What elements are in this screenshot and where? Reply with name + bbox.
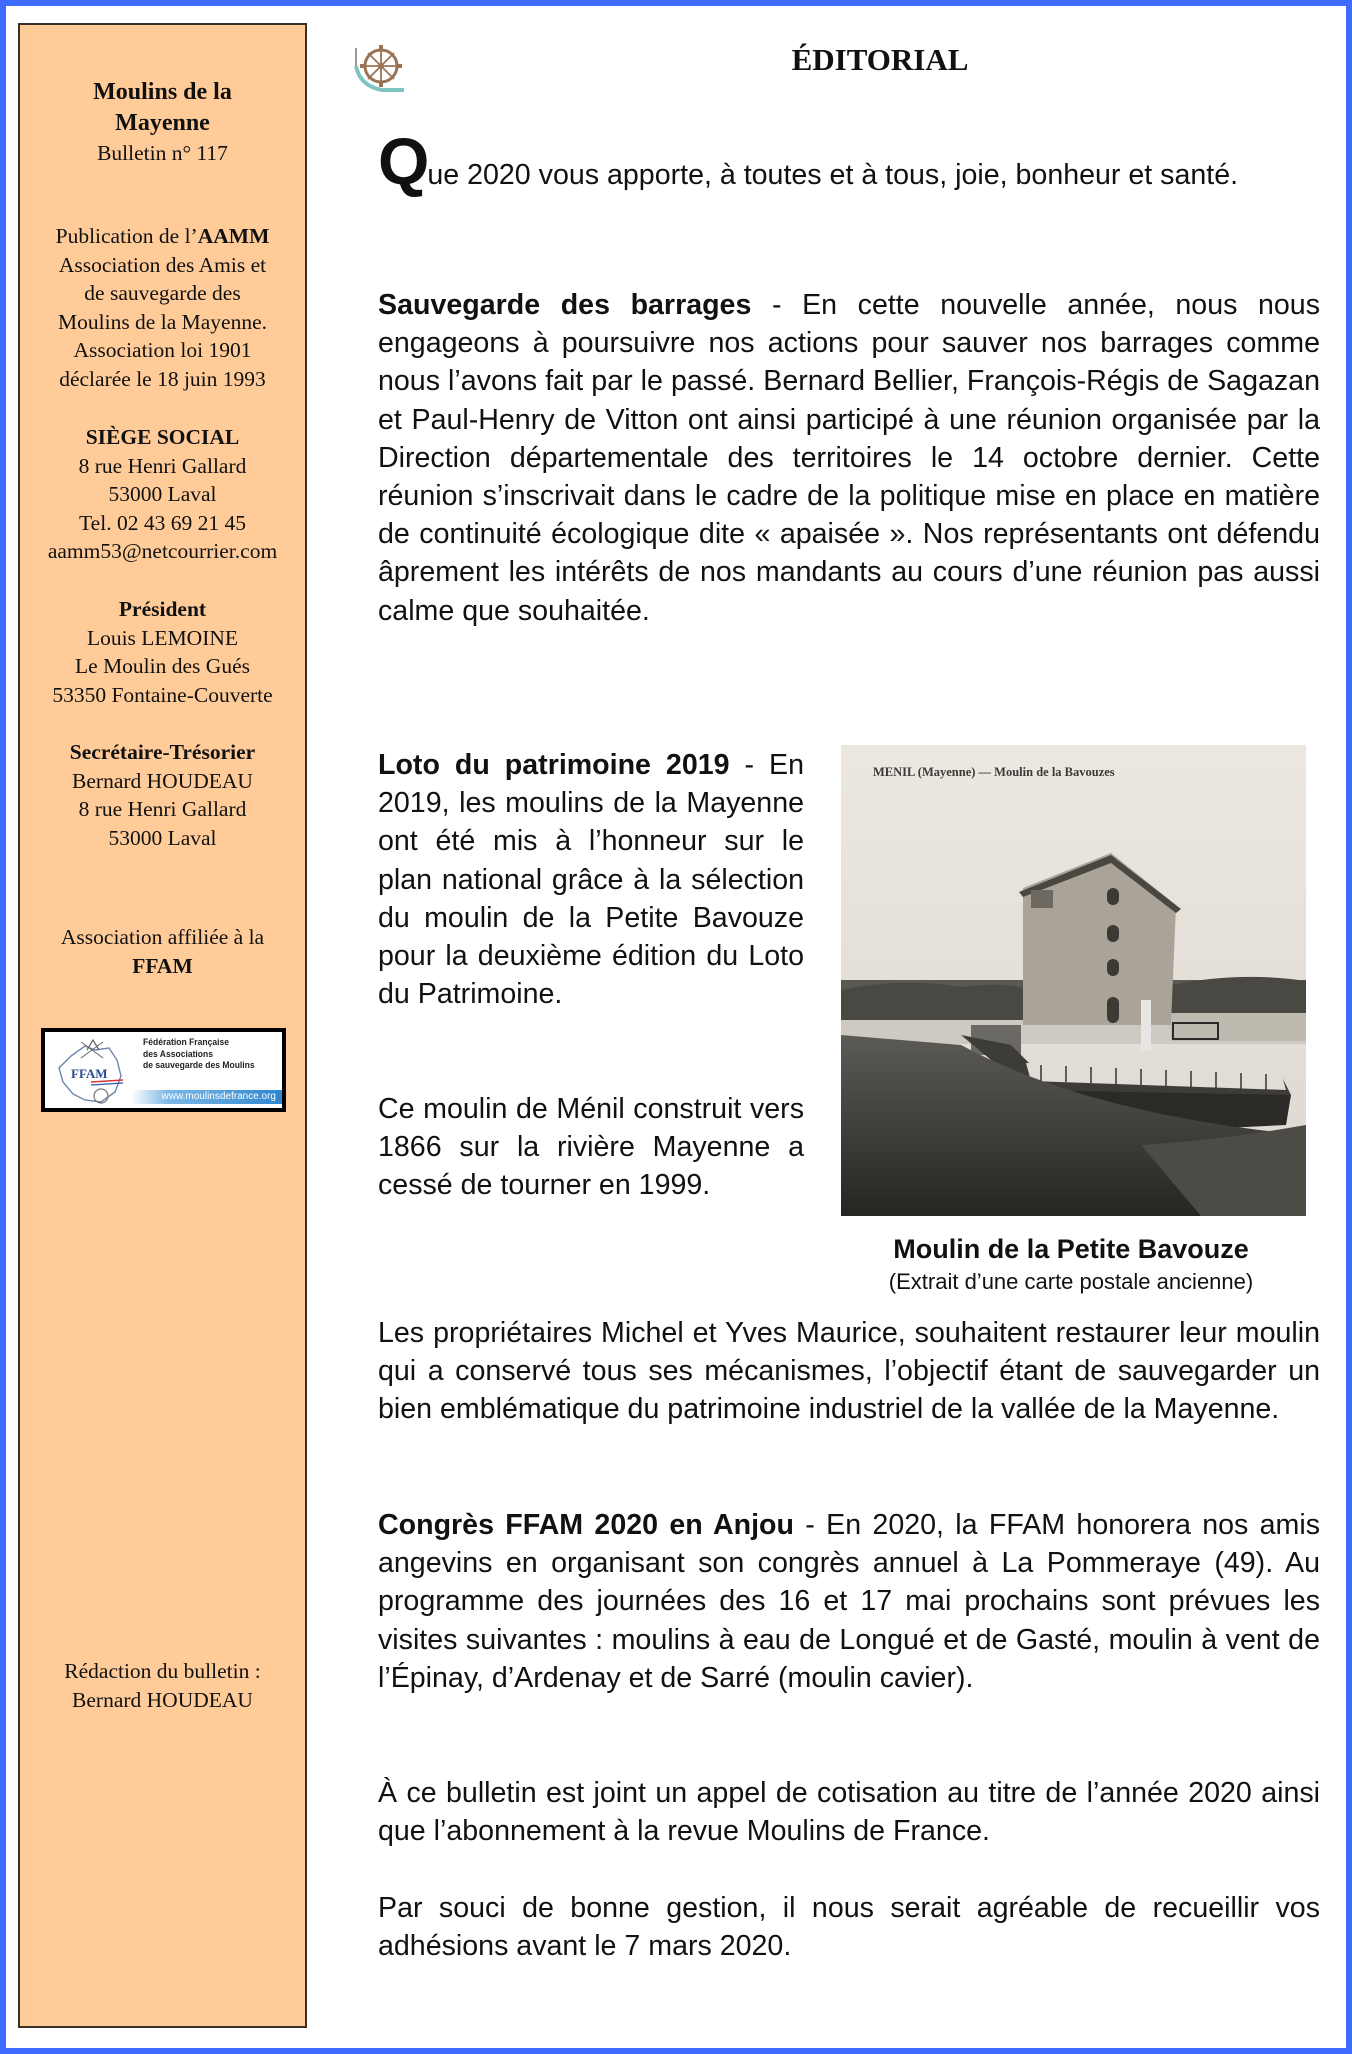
secretary-heading: Secrétaire-Trésorier [69, 740, 256, 764]
president-heading: Président [118, 597, 207, 621]
barrages-text: - En cette nouvelle année, nous nous engageons à poursuivre nos actions pour sauver nos barrages comme nous l’avons fait par le passé. Bernard Bellier, François-Régis de Sagazan et Paul-Henry de Vitton ont ainsi participé à une réunion organisée par la Direction départementale des territoires le 14 octobre dernier. Cette réunion s’inscrivait dans le cadre de la politique mise en place en matière de continuité écologique dite « apaisée ». Nos représentants ont défendu âprement les intérêts de nos mandants au cours d’une réunion pas aussi calme que souhaitée. [378, 289, 1320, 627]
president-name: Louis LEMOINE [86, 625, 239, 650]
waterwheel-logo-icon [352, 40, 410, 94]
ffam-logo-line: des Associations [143, 1048, 214, 1060]
intro-text: ue 2020 vous apporte, à toutes et à tous, joie, bonheur et santé. [427, 159, 1239, 191]
president-city: 53350 Fontaine-Couverte [52, 682, 273, 707]
ffam-url-link[interactable]: www.moulinsdefrance.org [131, 1090, 282, 1104]
proprietaires-paragraph: Les propriétaires Michel et Yves Maurice, souhaitent restaurer leur moulin qui a conservé tous ses mécanismes, l’objectif étant de sauvegarder un bien emblématique du patrimoine industriel de la vallée de la Mayenne. [378, 1317, 1320, 1426]
barrages-paragraph [378, 286, 1320, 630]
siege-address: 8 rue Henri Gallard [78, 453, 247, 478]
affiliation-org: FFAM [132, 953, 193, 978]
barrages-heading: Sauvegarde des barrages [378, 289, 752, 321]
dropcap: Q [378, 124, 428, 198]
association-line: de sauvegarde des [84, 281, 241, 305]
redaction-label: Rédaction du bulletin : [64, 1659, 261, 1683]
congres-heading: Congrès FFAM 2020 en Anjou [378, 1509, 794, 1541]
association-line: déclarée le 18 juin 1993 [59, 366, 266, 391]
secretary-city: 53000 Laval [108, 825, 217, 850]
ffam-mark: FFAM [71, 1066, 108, 1081]
redaction-name: Bernard HOUDEAU [72, 1687, 253, 1712]
association-line: Association des Amis et [58, 252, 267, 277]
siege-city: 53000 Laval [108, 482, 217, 506]
bulletin-number: Bulletin n° 117 [97, 141, 228, 165]
loto-paragraph [378, 746, 804, 1013]
masthead-title-line1: Moulins de la [93, 79, 232, 105]
siege-email[interactable]: aamm53@netcourrier.com [47, 539, 278, 563]
page-title: ÉDITORIAL [791, 42, 969, 77]
secretary-name: Bernard HOUDEAU [72, 768, 253, 793]
ffam-logo-line: de sauvegarde des Moulins [143, 1060, 255, 1071]
loto-heading: Loto du patrimoine 2019 [378, 749, 730, 781]
publication-org: AAMM [197, 224, 270, 248]
menil-paragraph: Ce moulin de Ménil construit vers 1866 sur la rivière Mayenne a cessé de tourner en 1999. [378, 1093, 804, 1202]
association-line: Moulins de la Mayenne. [58, 309, 267, 334]
cotisation-paragraph: À ce bulletin est joint un appel de cotisation au titre de l’année 2020 ainsi que l’abonnement à la revue Moulins de France. [378, 1777, 1320, 1848]
intro-paragraph [378, 124, 1320, 198]
affiliation-line: Association affiliée à la [60, 925, 265, 949]
association-line: Association loi 1901 [73, 338, 252, 362]
postcard-label: MENIL (Mayenne) — Moulin de la Bavouzes [873, 765, 1115, 779]
congres-paragraph [378, 1506, 1320, 1697]
mill-postcard-image [841, 745, 1306, 1216]
adhesions-paragraph: Par souci de bonne gestion, il nous serait agréable de recueillir vos adhésions avant le 7 mars 2020. [378, 1892, 1320, 1963]
congres-text: - En 2020, la FFAM honorera nos amis angevins en organisant son congrès annuel à La Pommeraye (49). Au programme des journées des 16 et 17 mai prochains sont prévues les visites suivantes : moulins à eau de Longué et de Gasté, moulin à vent de l’Épinay, d’Ardenay et de Sarré (moulin cavier). [378, 1509, 1320, 1694]
loto-text: - En 2019, les moulins de la Mayenne ont été mis à l’honneur sur le plan national grâce à la sélection du moulin de la Petite Bavouze pour la deuxième édition du Loto du Patrimoine. [378, 749, 804, 1011]
photo-caption-title: Moulin de la Petite Bavouze [893, 1234, 1249, 1264]
publication-prefix: Publication de l’ [55, 224, 198, 248]
president-address: Le Moulin des Gués [75, 654, 250, 678]
masthead-title-line2: Mayenne [115, 110, 210, 136]
ffam-logo-line: Fédération Française [143, 1037, 230, 1048]
mill-photo [841, 745, 1306, 1216]
photo-caption-subtitle: (Extrait d’une carte postale ancienne) [888, 1269, 1254, 1294]
siege-heading: SIÈGE SOCIAL [85, 425, 240, 449]
siege-phone: Tel. 02 43 69 21 45 [79, 510, 246, 535]
secretary-address: 8 rue Henri Gallard [78, 797, 247, 821]
